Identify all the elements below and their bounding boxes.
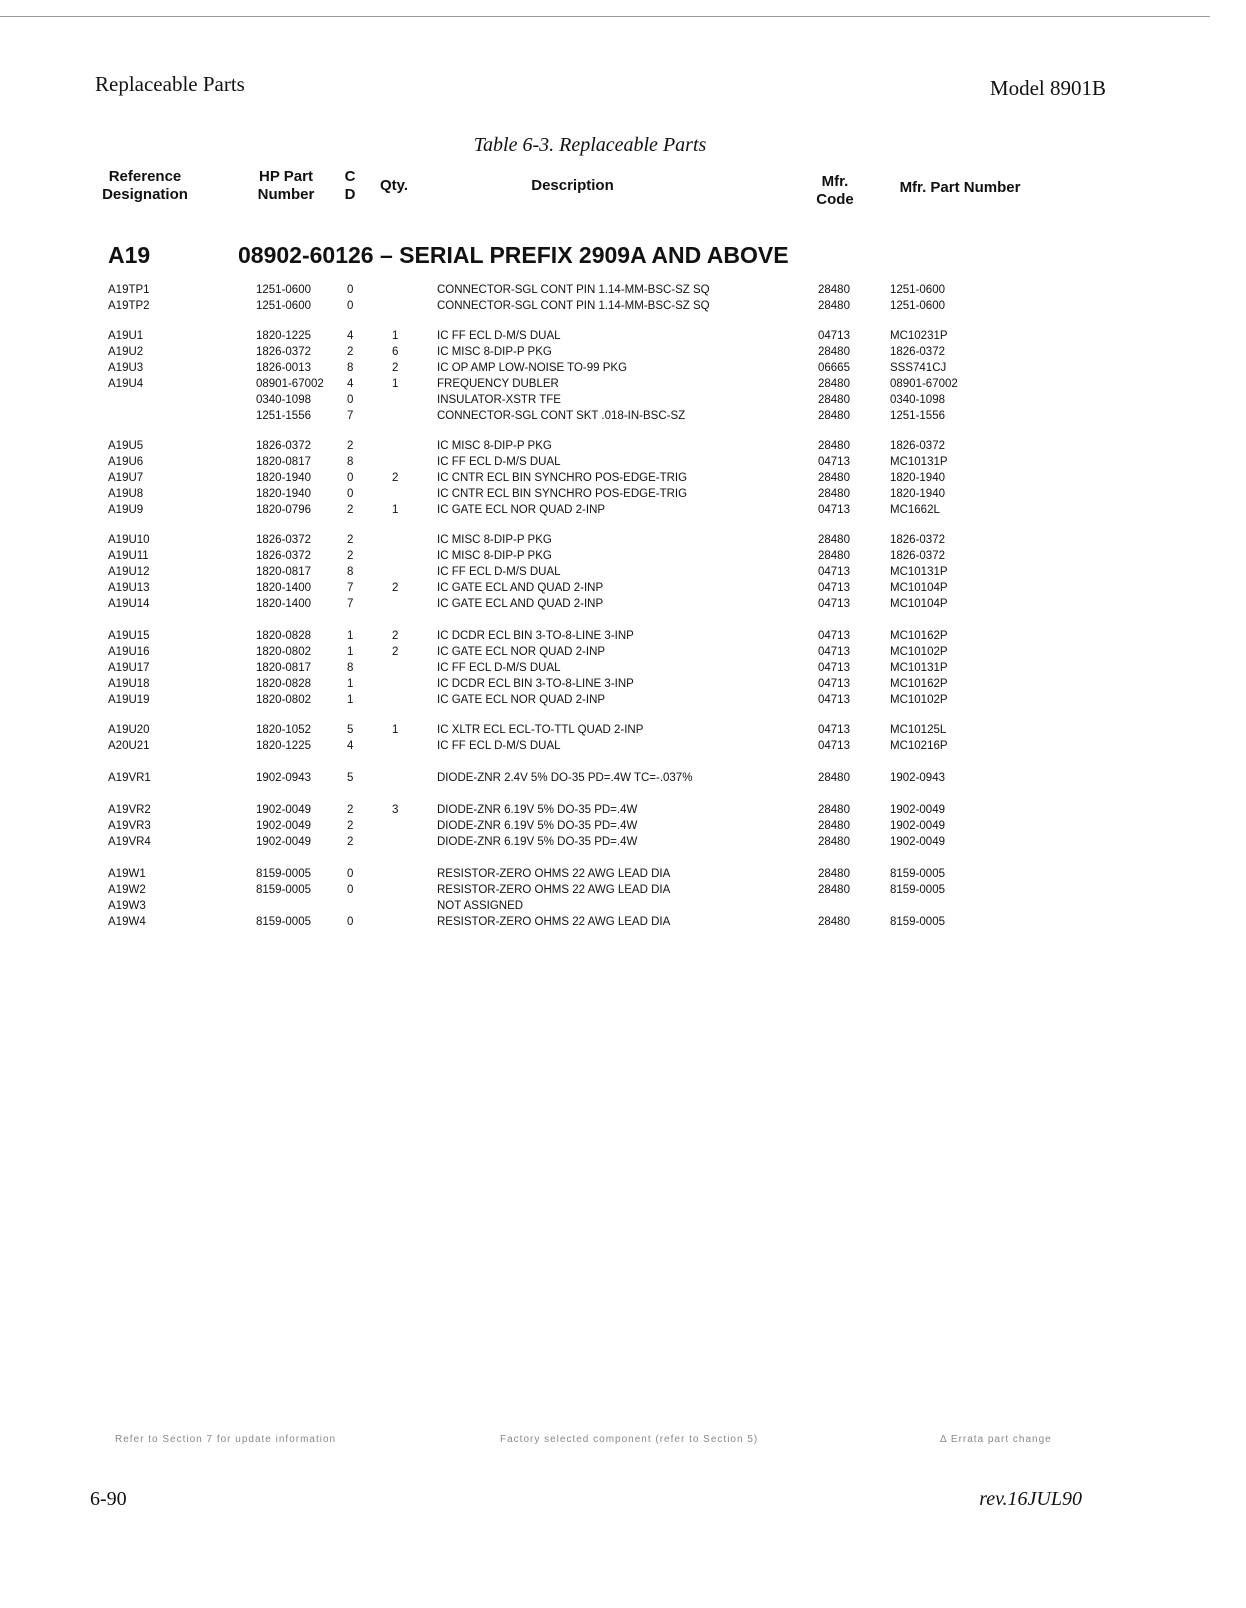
- check-digit: 8: [347, 662, 354, 674]
- ref-designation: A19U12: [108, 566, 150, 578]
- description: IC GATE ECL NOR QUAD 2-INP: [437, 504, 606, 516]
- description: IC MISC 8-DIP-P PKG: [437, 440, 552, 452]
- mfr-code: 28480: [818, 284, 850, 296]
- mfr-code: 28480: [818, 804, 850, 816]
- col-header-mfr-part-number: Mfr. Part Number: [899, 179, 1021, 196]
- check-digit: 2: [347, 836, 354, 848]
- table-row: [0, 628, 1246, 644]
- check-digit: 0: [347, 284, 354, 296]
- mfr-part-number: MC1662L: [890, 504, 940, 516]
- mfr-code: 28480: [818, 772, 850, 784]
- footnote-left: Refer to Section 7 for update information: [115, 1434, 337, 1445]
- description: IC FF ECL D-M/S DUAL: [437, 330, 561, 342]
- mfr-part-number: 1826-0372: [890, 440, 945, 452]
- check-digit: 0: [347, 472, 354, 484]
- table-row: [0, 882, 1246, 898]
- hp-part-number: 08901-67002: [256, 378, 324, 390]
- mfr-code: 28480: [818, 534, 850, 546]
- table-row: [0, 802, 1246, 818]
- mfr-code: 04713: [818, 330, 850, 342]
- description: RESISTOR-ZERO OHMS 22 AWG LEAD DIA: [437, 868, 671, 880]
- description: IC FF ECL D-M/S DUAL: [437, 566, 561, 578]
- hp-part-number: 1820-0802: [256, 646, 311, 658]
- mfr-part-number: MC10231P: [890, 330, 948, 342]
- mfr-part-number: 1902-0049: [890, 804, 945, 816]
- revision-date: rev.16JUL90: [979, 1488, 1082, 1510]
- ref-designation: A19W3: [108, 900, 146, 912]
- check-digit: 8: [347, 456, 354, 468]
- hp-part-number: 1820-1940: [256, 488, 311, 500]
- col-header-cd: C D: [344, 168, 356, 203]
- description: FREQUENCY DUBLER: [437, 378, 559, 390]
- mfr-code: 28480: [818, 916, 850, 928]
- mfr-code: 28480: [818, 346, 850, 358]
- hp-part-number: 1902-0049: [256, 836, 311, 848]
- description: IC DCDR ECL BIN 3-TO-8-LINE 3-INP: [437, 630, 634, 642]
- quantity: 3: [392, 804, 399, 816]
- check-digit: 2: [347, 504, 354, 516]
- quantity: 1: [392, 378, 399, 390]
- check-digit: 2: [347, 440, 354, 452]
- hp-part-number: 1820-0802: [256, 694, 311, 706]
- mfr-part-number: 1820-1940: [890, 488, 945, 500]
- mfr-code: 28480: [818, 440, 850, 452]
- page-header-left: Replaceable Parts: [95, 72, 245, 96]
- ref-designation: A19U10: [108, 534, 150, 546]
- quantity: 2: [392, 582, 399, 594]
- mfr-part-number: 1826-0372: [890, 534, 945, 546]
- ref-designation: A19U4: [108, 378, 144, 390]
- ref-designation: A19U1: [108, 330, 144, 342]
- mfr-code: 04713: [818, 646, 850, 658]
- hp-part-number: 1820-0817: [256, 566, 311, 578]
- description: IC OP AMP LOW-NOISE TO-99 PKG: [437, 362, 628, 374]
- mfr-code: 04713: [818, 566, 850, 578]
- ref-designation: A19TP1: [108, 284, 150, 296]
- mfr-code: 28480: [818, 300, 850, 312]
- quantity: 2: [392, 472, 399, 484]
- hp-part-number: 1820-1052: [256, 724, 311, 736]
- check-digit: 1: [347, 646, 354, 658]
- ref-designation: A19VR3: [108, 820, 151, 832]
- mfr-code: 28480: [818, 488, 850, 500]
- description: DIODE-ZNR 2.4V 5% DO-35 PD=.4W TC=-.037%: [437, 772, 693, 784]
- table-row: [0, 660, 1246, 676]
- col-header-qty: Qty.: [379, 177, 409, 194]
- hp-part-number: 1820-0817: [256, 456, 311, 468]
- description: RESISTOR-ZERO OHMS 22 AWG LEAD DIA: [437, 884, 671, 896]
- mfr-code: 04713: [818, 582, 850, 594]
- mfr-code: 28480: [818, 394, 850, 406]
- table-row: [0, 914, 1246, 930]
- mfr-part-number: 1251-0600: [890, 284, 945, 296]
- hp-part-number: 1826-0372: [256, 550, 311, 562]
- hp-part-number: 1826-0013: [256, 362, 311, 374]
- table-row: [0, 298, 1246, 314]
- ref-designation: A19U14: [108, 598, 150, 610]
- ref-designation: A19U5: [108, 440, 144, 452]
- description: IC DCDR ECL BIN 3-TO-8-LINE 3-INP: [437, 678, 634, 690]
- check-digit: 7: [347, 582, 354, 594]
- mfr-part-number: MC10131P: [890, 566, 948, 578]
- hp-part-number: 0340-1098: [256, 394, 311, 406]
- check-digit: 1: [347, 630, 354, 642]
- mfr-code: 04713: [818, 598, 850, 610]
- check-digit: 8: [347, 362, 354, 374]
- mfr-code: 04713: [818, 630, 850, 642]
- description: IC GATE ECL NOR QUAD 2-INP: [437, 646, 606, 658]
- mfr-part-number: MC10216P: [890, 740, 948, 752]
- table-row: [0, 532, 1246, 548]
- mfr-part-number: 0340-1098: [890, 394, 945, 406]
- check-digit: 5: [347, 724, 354, 736]
- hp-part-number: 1820-1225: [256, 740, 311, 752]
- ref-designation: A19U19: [108, 694, 150, 706]
- table-row: [0, 866, 1246, 882]
- table-row: [0, 738, 1246, 754]
- hp-part-number: 1826-0372: [256, 440, 311, 452]
- ref-designation: A19U15: [108, 630, 150, 642]
- check-digit: 7: [347, 410, 354, 422]
- ref-designation: A19U20: [108, 724, 150, 736]
- description: CONNECTOR-SGL CONT SKT .018-IN-BSC-SZ: [437, 410, 686, 422]
- table-row: [0, 596, 1246, 612]
- mfr-part-number: 1902-0049: [890, 820, 945, 832]
- check-digit: 0: [347, 488, 354, 500]
- footnote-right: Δ Errata part change: [940, 1434, 1052, 1445]
- col-header-description: Description: [531, 177, 614, 194]
- quantity: 1: [392, 504, 399, 516]
- description: IC FF ECL D-M/S DUAL: [437, 456, 561, 468]
- mfr-part-number: MC10131P: [890, 662, 948, 674]
- ref-designation: A20U21: [108, 740, 150, 752]
- description: IC GATE ECL AND QUAD 2-INP: [437, 582, 604, 594]
- check-digit: 2: [347, 550, 354, 562]
- mfr-part-number: 1251-1556: [890, 410, 945, 422]
- mfr-code: 04713: [818, 740, 850, 752]
- mfr-part-number: MC10162P: [890, 630, 948, 642]
- ref-designation: A19VR1: [108, 772, 151, 784]
- quantity: 2: [392, 630, 399, 642]
- mfr-part-number: MC10102P: [890, 694, 948, 706]
- quantity: 6: [392, 346, 399, 358]
- mfr-part-number: 1826-0372: [890, 550, 945, 562]
- table-row: [0, 818, 1246, 834]
- mfr-part-number: 08901-67002: [890, 378, 958, 390]
- mfr-part-number: 8159-0005: [890, 884, 945, 896]
- mfr-part-number: MC10102P: [890, 646, 948, 658]
- mfr-part-number: MC10104P: [890, 582, 948, 594]
- mfr-part-number: 1902-0943: [890, 772, 945, 784]
- check-digit: 5: [347, 772, 354, 784]
- table-row: [0, 486, 1246, 502]
- check-digit: 7: [347, 598, 354, 610]
- table-title: Table 6-3. Replaceable Parts: [473, 134, 707, 156]
- quantity: 2: [392, 362, 399, 374]
- ref-designation: A19U18: [108, 678, 150, 690]
- mfr-code: 04713: [818, 678, 850, 690]
- check-digit: 0: [347, 916, 354, 928]
- table-row: [0, 898, 1246, 914]
- hp-part-number: 1820-1225: [256, 330, 311, 342]
- description: IC GATE ECL NOR QUAD 2-INP: [437, 694, 606, 706]
- table-row: [0, 408, 1246, 424]
- table-row: [0, 344, 1246, 360]
- check-digit: 1: [347, 678, 354, 690]
- table-row: [0, 564, 1246, 580]
- description: CONNECTOR-SGL CONT PIN 1.14-MM-BSC-SZ SQ: [437, 284, 710, 296]
- ref-designation: A19U7: [108, 472, 144, 484]
- quantity: 2: [392, 646, 399, 658]
- table-row: [0, 392, 1246, 408]
- mfr-part-number: MC10131P: [890, 456, 948, 468]
- table-row: [0, 454, 1246, 470]
- check-digit: 2: [347, 804, 354, 816]
- ref-designation: A19W1: [108, 868, 146, 880]
- table-row: [0, 580, 1246, 596]
- check-digit: 8: [347, 566, 354, 578]
- table-row: [0, 470, 1246, 486]
- check-digit: 2: [347, 534, 354, 546]
- mfr-part-number: 1251-0600: [890, 300, 945, 312]
- ref-designation: A19VR4: [108, 836, 151, 848]
- mfr-code: 28480: [818, 836, 850, 848]
- hp-part-number: 8159-0005: [256, 916, 311, 928]
- check-digit: 0: [347, 884, 354, 896]
- description: IC CNTR ECL BIN SYNCHRO POS-EDGE-TRIG: [437, 472, 688, 484]
- hp-part-number: 1826-0372: [256, 346, 311, 358]
- mfr-part-number: 8159-0005: [890, 916, 945, 928]
- check-digit: 4: [347, 378, 354, 390]
- hp-part-number: 1902-0049: [256, 804, 311, 816]
- description: DIODE-ZNR 6.19V 5% DO-35 PD=.4W: [437, 820, 638, 832]
- description: IC MISC 8-DIP-P PKG: [437, 534, 552, 546]
- hp-part-number: 8159-0005: [256, 868, 311, 880]
- check-digit: 4: [347, 740, 354, 752]
- check-digit: 2: [347, 820, 354, 832]
- mfr-code: 28480: [818, 378, 850, 390]
- ref-designation: A19U17: [108, 662, 150, 674]
- description: IC MISC 8-DIP-P PKG: [437, 550, 552, 562]
- hp-part-number: 8159-0005: [256, 884, 311, 896]
- description: RESISTOR-ZERO OHMS 22 AWG LEAD DIA: [437, 916, 671, 928]
- hp-part-number: 1251-1556: [256, 410, 311, 422]
- ref-designation: A19U2: [108, 346, 144, 358]
- check-digit: 1: [347, 694, 354, 706]
- ref-designation: A19U3: [108, 362, 144, 374]
- table-row: [0, 834, 1246, 850]
- mfr-code: 04713: [818, 662, 850, 674]
- col-header-mfr-code: Mfr. Code: [816, 173, 854, 208]
- mfr-part-number: 8159-0005: [890, 868, 945, 880]
- ref-designation: A19U6: [108, 456, 144, 468]
- ref-designation: A19U8: [108, 488, 144, 500]
- mfr-part-number: 1820-1940: [890, 472, 945, 484]
- mfr-code: 04713: [818, 504, 850, 516]
- ref-designation: A19TP2: [108, 300, 150, 312]
- check-digit: 0: [347, 868, 354, 880]
- description: IC CNTR ECL BIN SYNCHRO POS-EDGE-TRIG: [437, 488, 688, 500]
- ref-designation: A19U11: [108, 550, 149, 562]
- check-digit: 0: [347, 300, 354, 312]
- mfr-part-number: MC10125L: [890, 724, 947, 736]
- description: IC GATE ECL AND QUAD 2-INP: [437, 598, 604, 610]
- section-ref: A19: [108, 242, 151, 268]
- hp-part-number: 1820-1400: [256, 582, 311, 594]
- ref-designation: A19W2: [108, 884, 146, 896]
- table-row: [0, 502, 1246, 518]
- hp-part-number: 1820-1400: [256, 598, 311, 610]
- section-title: 08902-60126 – SERIAL PREFIX 2909A AND ABOVE: [238, 242, 789, 268]
- hp-part-number: 1902-0049: [256, 820, 311, 832]
- table-row: [0, 692, 1246, 708]
- check-digit: 0: [347, 394, 354, 406]
- mfr-code: 28480: [818, 884, 850, 896]
- mfr-code: 28480: [818, 868, 850, 880]
- hp-part-number: 1820-0828: [256, 678, 311, 690]
- mfr-code: 28480: [818, 410, 850, 422]
- hp-part-number: 1251-0600: [256, 284, 311, 296]
- ref-designation: A19U13: [108, 582, 150, 594]
- ref-designation: A19VR2: [108, 804, 151, 816]
- hp-part-number: 1902-0943: [256, 772, 311, 784]
- hp-part-number: 1820-0828: [256, 630, 311, 642]
- mfr-part-number: 1902-0049: [890, 836, 945, 848]
- mfr-code: 04713: [818, 724, 850, 736]
- col-header-hp-part: HP Part Number: [257, 168, 315, 203]
- table-row: [0, 722, 1246, 738]
- description: DIODE-ZNR 6.19V 5% DO-35 PD=.4W: [437, 804, 638, 816]
- mfr-part-number: MC10104P: [890, 598, 948, 610]
- table-row: [0, 676, 1246, 692]
- table-row: [0, 770, 1246, 786]
- hp-part-number: 1826-0372: [256, 534, 311, 546]
- mfr-part-number: 1826-0372: [890, 346, 945, 358]
- quantity: 1: [392, 330, 399, 342]
- table-row: [0, 360, 1246, 376]
- section-heading: [108, 242, 789, 269]
- description: IC XLTR ECL ECL-TO-TTL QUAD 2-INP: [437, 724, 644, 736]
- description: IC FF ECL D-M/S DUAL: [437, 662, 561, 674]
- ref-designation: A19U16: [108, 646, 150, 658]
- table-row: [0, 548, 1246, 564]
- col-header-reference: Reference Designation: [102, 168, 188, 203]
- hp-part-number: 1820-1940: [256, 472, 311, 484]
- mfr-code: 04713: [818, 694, 850, 706]
- mfr-code: 28480: [818, 472, 850, 484]
- hp-part-number: 1820-0817: [256, 662, 311, 674]
- description: NOT ASSIGNED: [437, 900, 524, 912]
- hp-part-number: 1820-0796: [256, 504, 311, 516]
- ref-designation: A19U9: [108, 504, 144, 516]
- footnote-center: Factory selected component (refer to Section 5): [500, 1434, 759, 1445]
- hp-part-number: 1251-0600: [256, 300, 311, 312]
- table-row: [0, 376, 1246, 392]
- description: DIODE-ZNR 6.19V 5% DO-35 PD=.4W: [437, 836, 638, 848]
- mfr-code: 06665: [818, 362, 850, 374]
- table-row: [0, 644, 1246, 660]
- description: INSULATOR-XSTR TFE: [437, 394, 561, 406]
- mfr-part-number: SSS741CJ: [890, 362, 947, 374]
- page-number: 6-90: [90, 1488, 127, 1510]
- mfr-code: 28480: [818, 820, 850, 832]
- ref-designation: A19W4: [108, 916, 146, 928]
- mfr-code: 04713: [818, 456, 850, 468]
- check-digit: 2: [347, 346, 354, 358]
- page-header-right: Model 8901B: [989, 76, 1106, 100]
- mfr-part-number: MC10162P: [890, 678, 948, 690]
- description: CONNECTOR-SGL CONT PIN 1.14-MM-BSC-SZ SQ: [437, 300, 710, 312]
- description: IC MISC 8-DIP-P PKG: [437, 346, 552, 358]
- table-row: [0, 438, 1246, 454]
- mfr-code: 28480: [818, 550, 850, 562]
- description: IC FF ECL D-M/S DUAL: [437, 740, 561, 752]
- quantity: 1: [392, 724, 399, 736]
- top-rule: [0, 16, 1210, 17]
- check-digit: 4: [347, 330, 354, 342]
- table-row: [0, 328, 1246, 344]
- table-row: [0, 282, 1246, 298]
